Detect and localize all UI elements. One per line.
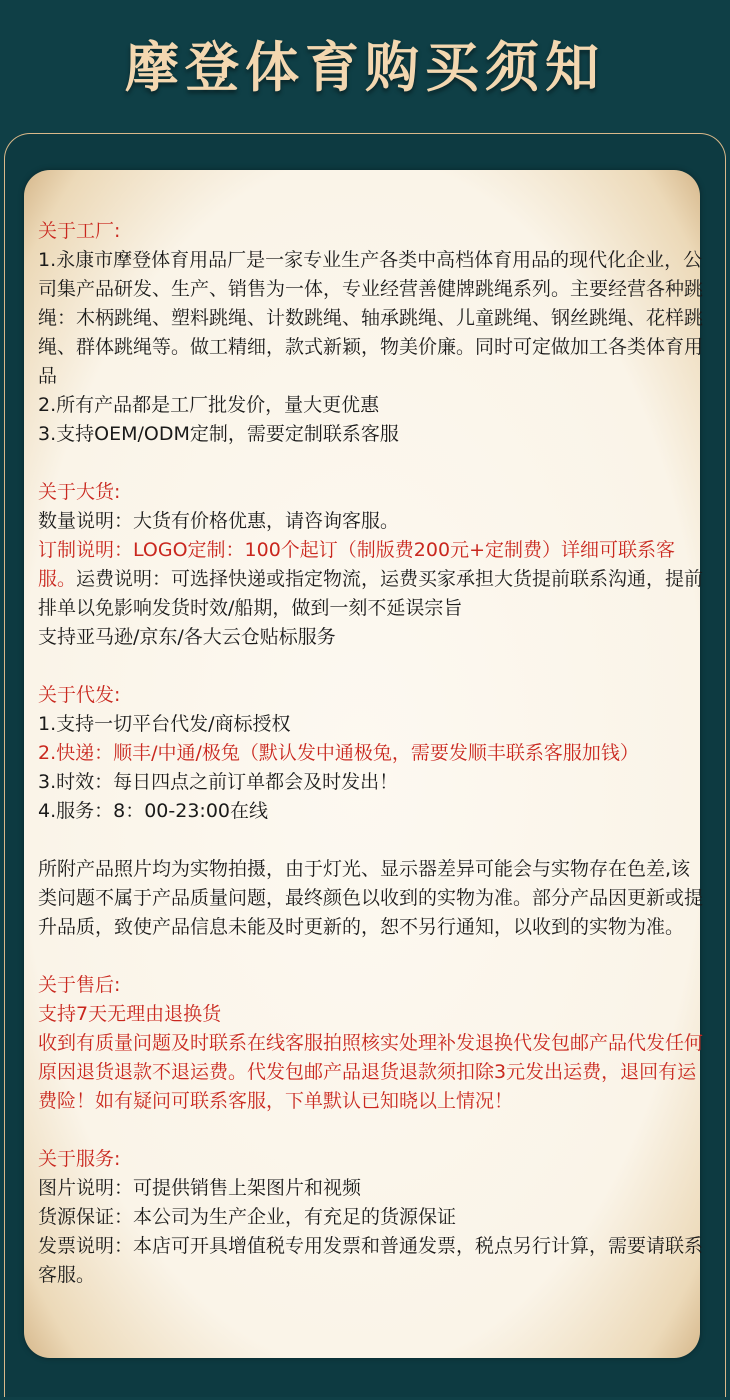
service-photos: 图片说明：可提供销售上架图片和视频 [38,1177,362,1199]
bulk-custom-shipping [38,536,704,623]
spacer [38,942,704,971]
factory-line-3: 3.支持OEM/ODM定制，需要定制联系客服 [38,423,399,445]
factory-line-1: 1.永康市摩登体育用品厂是一家专业生产各类中高档体育用品的现代化企业，公司集产品研发、生产、销售为一体，专业经营善健牌跳绳系列。主要经营各种跳绳：木柄跳绳、塑料跳绳、计数跳绳、轴承跳绳、儿童跳绳、钢丝跳绳、花样跳绳、群体跳绳等。做工精细，款式新颖，物美价廉。同时可定做加工各类体育用品 [38,249,704,387]
factory-line-2: 2.所有产品都是工厂批发价，量大更优惠 [38,394,380,416]
spacer [38,1116,704,1145]
page-title: 摩登体育购买须知 [125,36,605,99]
notice-content [38,217,704,1290]
dropship-line-2: 2.快递：顺丰/中通/极兔（默认发中通极兔，需要发顺丰联系客服加钱） [38,742,639,764]
aftersale-heading: 关于售后: [38,974,121,996]
bulk-shipping: 运费说明：可选择快递或指定物流，运费买家承担大货提前联系沟通，提前排单以免影响发货时效/船期，做到一刻不延误宗旨 [38,568,704,619]
bulk-heading: 关于大货: [38,481,121,503]
service-invoice: 发票说明：本店可开具增值税专用发票和普通发票，税点另行计算，需要请联系客服。 [38,1235,704,1286]
bulk-quantity: 数量说明：大货有价格优惠，请咨询客服。 [38,510,400,532]
aftersale-line-1: 支持7天无理由退换货 [38,1003,222,1025]
factory-heading: 关于工厂: [38,220,121,242]
bulk-custom: 订制说明：LOGO定制：100个起订（制版费200元+定制费）详细可联系客服。 [38,539,675,590]
spacer [38,449,704,478]
dropship-line-4: 4.服务：8：00-23:00在线 [38,800,269,822]
service-supply: 货源保证：本公司为生产企业，有充足的货源保证 [38,1206,457,1228]
dropship-heading: 关于代发: [38,684,121,706]
dropship-line-1: 1.支持一切平台代发/商标授权 [38,713,291,735]
spacer [38,652,704,681]
service-heading: 关于服务: [38,1148,121,1170]
aftersale-line-2: 收到有质量问题及时联系在线客服拍照核实处理补发退换代发包邮产品代发任何原因退货退款不退运费。代发包邮产品退货退款须扣除3元发出运费，退回有运费险！如有疑问可联系客服，下单默认已知晓以上情况！ [38,1032,704,1112]
photo-note: 所附产品照片均为实物拍摄，由于灯光、显示器差异可能会与实物存在色差,该类问题不属于产品质量问题，最终颜色以收到的实物为准。部分产品因更新或提升品质，致使产品信息未能及时更新的，恕不另行通知，以收到的实物为准。 [38,858,704,938]
dropship-line-3: 3.时效：每日四点之前订单都会及时发出！ [38,771,399,793]
spacer [38,826,704,855]
bulk-labeling: 支持亚马逊/京东/各大云仓贴标服务 [38,626,336,648]
